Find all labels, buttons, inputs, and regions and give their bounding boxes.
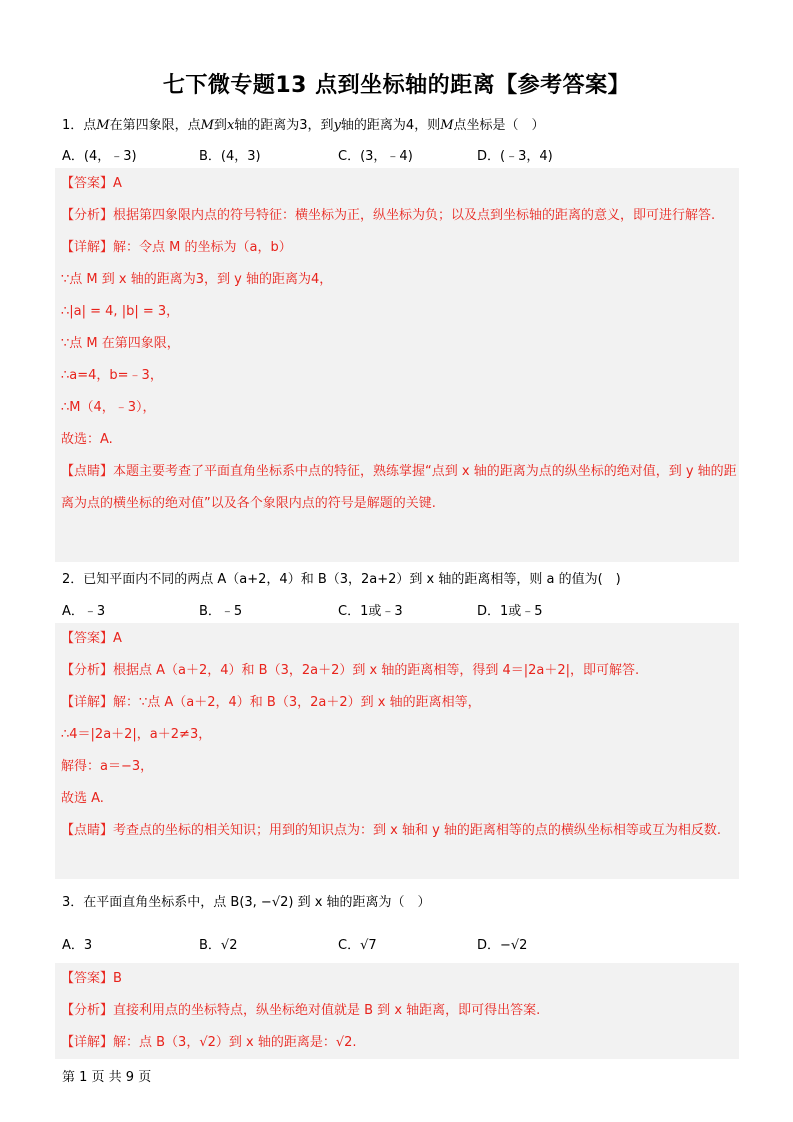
detail-line: ∴4＝|2a＋2|，a＋2≠3， bbox=[61, 727, 212, 742]
detail-line: ∵点 M 在第四象限， bbox=[61, 336, 180, 351]
stem-math: y bbox=[333, 118, 341, 133]
stem-text: 点坐标是（ ） bbox=[453, 118, 545, 133]
answer-line: 【答案】B bbox=[61, 971, 122, 986]
question-2-stem: 2．已知平面内不同的两点 A（a+2，4）和 B（3，2a+2）到 x 轴的距离相等，则 a 的值为( ) bbox=[62, 572, 621, 587]
detail-line: 【详解】解：点 B（3，√2）到 x 轴的距离是：√2. bbox=[61, 1035, 357, 1050]
stem-text: 轴的距离为3，到 bbox=[234, 118, 334, 133]
page-footer: 第 1 页 共 9 页 bbox=[62, 1070, 152, 1085]
comment-line: 【点睛】本题主要考查了平面直角坐标系中点的特征，熟练掌握“点到 x 轴的距离为点的纵坐标的绝对值，到 y 轴的距离为点的横坐标的绝对值”以及各个象限内点的符号是解题的关键. bbox=[61, 464, 737, 511]
stem-text: 在第四象限，点 bbox=[109, 118, 201, 133]
option-b: B．(4，3) bbox=[199, 149, 261, 164]
detail-line: ∵点 M 到 x 轴的距离为3，到 y 轴的距离为4， bbox=[61, 272, 333, 287]
question-3-stem: 3．在平面直角坐标系中，点 B(3, −√2) 到 x 轴的距离为（ ） bbox=[62, 895, 431, 910]
detail-line: 故选：A. bbox=[61, 432, 113, 447]
question-1-options bbox=[62, 145, 742, 164]
detail-line: 【详解】解：令点 M 的坐标为（a，b） bbox=[61, 240, 292, 255]
answer-line: 【答案】A bbox=[61, 631, 122, 646]
question-2-solution bbox=[55, 623, 739, 879]
detail-line: 解得：a＝−3， bbox=[61, 759, 154, 774]
detail-line: 故选 A. bbox=[61, 791, 104, 806]
option-a: A．﹣3 bbox=[62, 604, 106, 619]
stem-math: M bbox=[440, 118, 454, 133]
page-title: 七下微专题13 点到坐标轴的距离【参考答案】 bbox=[162, 73, 631, 98]
question-3-solution bbox=[55, 963, 739, 1059]
option-b: B．﹣5 bbox=[199, 604, 243, 619]
analysis-line: 【分析】根据第四象限内点的符号特征：横坐标为正，纵坐标为负；以及点到坐标轴的距离的意义，即可进行解答. bbox=[61, 208, 716, 223]
option-c: C．1或﹣3 bbox=[338, 604, 403, 619]
stem-math: x bbox=[226, 118, 235, 133]
analysis-line: 【分析】直接利用点的坐标特点，纵坐标绝对值就是 B 到 x 轴距离，即可得出答案. bbox=[61, 1003, 541, 1018]
option-a: A．3 bbox=[62, 938, 93, 953]
stem-text: 1．点 bbox=[62, 118, 97, 133]
analysis-line: 【分析】根据点 A（a＋2，4）和 B（3，2a＋2）到 x 轴的距离相等，得到 4＝|2a＋2|，即可解答. bbox=[61, 663, 640, 678]
detail-line: ∴a=4，b=﹣3， bbox=[61, 368, 163, 383]
stem-text: 轴的距离为4，则 bbox=[340, 118, 441, 133]
question-1-stem bbox=[62, 114, 545, 133]
question-3-options bbox=[62, 934, 742, 953]
option-c: C．(3，﹣4) bbox=[338, 149, 413, 164]
option-d: D．1或﹣5 bbox=[477, 604, 543, 619]
comment-line: 【点睛】考查点的坐标的相关知识；用到的知识点为：到 x 轴和 y 轴的距离相等的点的横纵坐标相等或互为相反数. bbox=[61, 823, 722, 838]
stem-math: M bbox=[200, 118, 214, 133]
question-1-solution bbox=[55, 168, 739, 562]
option-b: B．√2 bbox=[199, 938, 238, 953]
stem-math: M bbox=[96, 118, 110, 133]
detail-line: ∴M（4，﹣3）， bbox=[61, 400, 156, 415]
option-d: D．(﹣3，4) bbox=[477, 149, 553, 164]
option-c: C．√7 bbox=[338, 938, 377, 953]
detail-line: ∴|a| = 4, |b| = 3， bbox=[61, 304, 180, 319]
answer-line: 【答案】A bbox=[61, 176, 122, 191]
option-a: A．(4，﹣3) bbox=[62, 149, 137, 164]
option-d: D．−√2 bbox=[477, 938, 528, 953]
question-2-options bbox=[62, 600, 742, 619]
detail-line: 【详解】解：∵点 A（a＋2，4）和 B（3，2a＋2）到 x 轴的距离相等， bbox=[61, 695, 481, 710]
stem-text: 到 bbox=[213, 118, 227, 133]
